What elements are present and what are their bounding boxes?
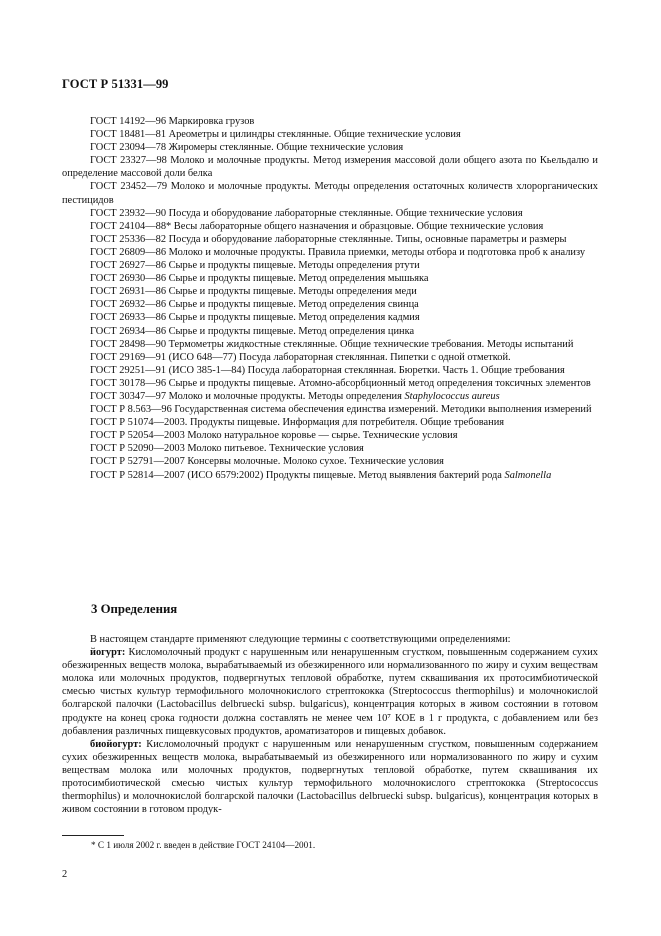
reference-item xyxy=(62,442,598,455)
reference-text: ГОСТ 26931—86 Сырье и продукты пищевые. Методы определения меди xyxy=(90,286,417,298)
page-number: 2 xyxy=(62,869,68,880)
reference-item xyxy=(62,403,598,416)
reference-item xyxy=(62,377,598,390)
reference-text: ГОСТ Р 52791—2007 Консервы молочные. Молоко сухое. Технические условия xyxy=(90,456,444,468)
reference-item xyxy=(62,455,598,468)
reference-item xyxy=(62,351,598,364)
reference-item xyxy=(62,154,598,180)
reference-text: ГОСТ 26930—86 Сырье и продукты пищевые. Метод определения мышьяка xyxy=(90,273,429,285)
reference-item xyxy=(62,259,598,272)
reference-text: ГОСТ 18481—81 Ареометры и цилиндры стеклянные. Общие технические условия xyxy=(90,129,461,141)
reference-italic: Staphylococcus aureus xyxy=(404,390,500,402)
reference-item xyxy=(62,180,598,206)
definitions-list xyxy=(62,646,598,816)
reference-item xyxy=(62,233,598,246)
definition-term: йогурт: xyxy=(90,647,126,659)
reference-item xyxy=(62,115,598,128)
reference-text: ГОСТ Р 51074—2003. Продукты пищевые. Информация для потребителя. Общие требования xyxy=(90,417,505,429)
definition-text: Кисломолочный продукт с нарушенным или ненарушенным сгустком, повышенным содержанием сухих обезжиренных веществ молока, вырабатываемый из обезжиренного или нормализованного по жиру и сухим веществам молока или молочных продуктов, подвергнутых тепловой обработке, путем сквашивания их протосимбиотической смесью чистых культур термофильного молочнокислого стрептококка (Streptococcus thermophilus) и молочнокислой болгарской палочки (Lactobacillus delbruecki subsp. bulgaricus), концентрация которых в живом состоянии в готовом продук- xyxy=(62,738,598,816)
definitions-intro: В настоящем стандарте применяют следующие термины с соответствующими определениями: xyxy=(90,634,511,645)
definitions-block xyxy=(62,633,598,816)
normative-references-list xyxy=(62,115,598,482)
reference-text: ГОСТ 24104—88* Весы лабораторные общего назначения и образцовые. Общие технические условия xyxy=(90,220,544,232)
reference-text: ГОСТ Р 52054—2003 Молоко натуральное коровье — сырье. Технические условия xyxy=(90,430,458,442)
definition-text: Кисломолочный продукт с нарушенным или ненарушенным сгустком, повышенным содержанием сухих обезжиренных веществ молока, вырабатываемый из обезжиренного или нормализованного по жиру и сухим веществам молока или молочных продуктов, подвергнутых тепловой обработке, путем сквашивания их протосимбиотической смесью чистых культур термофильного молочнокислого стрептококка (Streptococcus thermophilus) и молочнокислой болгарской палочки (Lactobacillus delbruecki subsp. bulgaricus), концентрация которых в живом состоянии в готовом продукте на конец срока годности должна составлять не менее чем 10⁷ КОЕ в 1 г продукта, с добавлением или без добавления различных пищевкусовых продуктов, ароматизаторов и пищевых добавок. xyxy=(62,647,598,737)
reference-item xyxy=(62,338,598,351)
reference-text: ГОСТ 28498—90 Термометры жидкостные стеклянные. Общие технические требования. Методы испытаний xyxy=(90,338,574,350)
reference-item xyxy=(62,246,598,259)
reference-item xyxy=(62,285,598,298)
reference-text: ГОСТ 26809—86 Молоко и молочные продукты. Правила приемки, методы отбора и подготовка проб к анализу xyxy=(90,246,586,258)
reference-text: ГОСТ Р 52090—2003 Молоко питьевое. Технические условия xyxy=(90,443,364,455)
reference-text: ГОСТ 23094—78 Жиромеры стеклянные. Общие технические условия xyxy=(90,142,404,154)
reference-text: ГОСТ 30347—97 Молоко и молочные продукты. Методы определения xyxy=(90,390,405,402)
reference-text: ГОСТ 23932—90 Посуда и оборудование лабораторные стеклянные. Общие технические условия xyxy=(90,207,523,219)
reference-text: ГОСТ 26934—86 Сырье и продукты пищевые. Метод определения цинка xyxy=(90,325,415,337)
reference-item xyxy=(62,220,598,233)
reference-text: ГОСТ 26933—86 Сырье и продукты пищевые. Метод определения кадмия xyxy=(90,312,420,324)
reference-item xyxy=(62,325,598,338)
reference-item xyxy=(62,272,598,285)
reference-item xyxy=(62,207,598,220)
reference-text: ГОСТ Р 8.563—96 Государственная система обеспечения единства измерений. Методики выполнения измерений xyxy=(90,404,592,416)
reference-text: ГОСТ 25336—82 Посуда и оборудование лабораторные стеклянные. Типы, основные параметры и размеры xyxy=(90,233,567,245)
definition-item xyxy=(62,738,598,817)
reference-item xyxy=(62,429,598,442)
reference-item xyxy=(62,364,598,377)
reference-item xyxy=(62,298,598,311)
reference-text: ГОСТ 23452—79 Молоко и молочные продукты. Методы определения остаточных количеств хлорорганических пестицидов xyxy=(62,181,598,206)
reference-italic: Salmonella xyxy=(504,469,552,481)
section-title: 3 Определения xyxy=(91,602,178,616)
reference-item xyxy=(62,469,598,482)
reference-item xyxy=(62,390,598,403)
reference-text: ГОСТ 14192—96 Маркировка грузов xyxy=(90,116,255,127)
reference-item xyxy=(62,128,598,141)
reference-text: ГОСТ 23327—98 Молоко и молочные продукты. Метод измерения массовой доли общего азота по Кьельдалю и определение массовой доли белка xyxy=(62,155,598,180)
footnote: * С 1 июля 2002 г. введен в действие ГОСТ 24104—2001. xyxy=(91,840,316,850)
definition-item xyxy=(62,646,598,738)
reference-item xyxy=(62,416,598,429)
reference-text: ГОСТ 29169—91 (ИСО 648—77) Посуда лабораторная стеклянная. Пипетки с одной отметкой. xyxy=(90,351,511,363)
reference-item xyxy=(62,141,598,154)
definition-term: биойогурт: xyxy=(90,738,142,750)
reference-text: ГОСТ 29251—91 (ИСО 385-1—84) Посуда лабораторная стеклянная. Бюретки. Часть 1. Общие требования xyxy=(90,364,565,376)
document-header: ГОСТ Р 51331—99 xyxy=(62,77,169,91)
reference-text: ГОСТ Р 52814—2007 (ИСО 6579:2002) Продукты пищевые. Метод выявления бактерий рода xyxy=(90,469,505,481)
reference-text: ГОСТ 30178—96 Сырье и продукты пищевые. Атомно-абсорбционный метод определения токсичных элементов xyxy=(90,377,591,389)
reference-item xyxy=(62,311,598,324)
reference-text: ГОСТ 26927—86 Сырье и продукты пищевые. Методы определения ртути xyxy=(90,260,420,272)
footnote-divider xyxy=(62,835,124,836)
reference-text: ГОСТ 26932—86 Сырье и продукты пищевые. Метод определения свинца xyxy=(90,299,419,311)
